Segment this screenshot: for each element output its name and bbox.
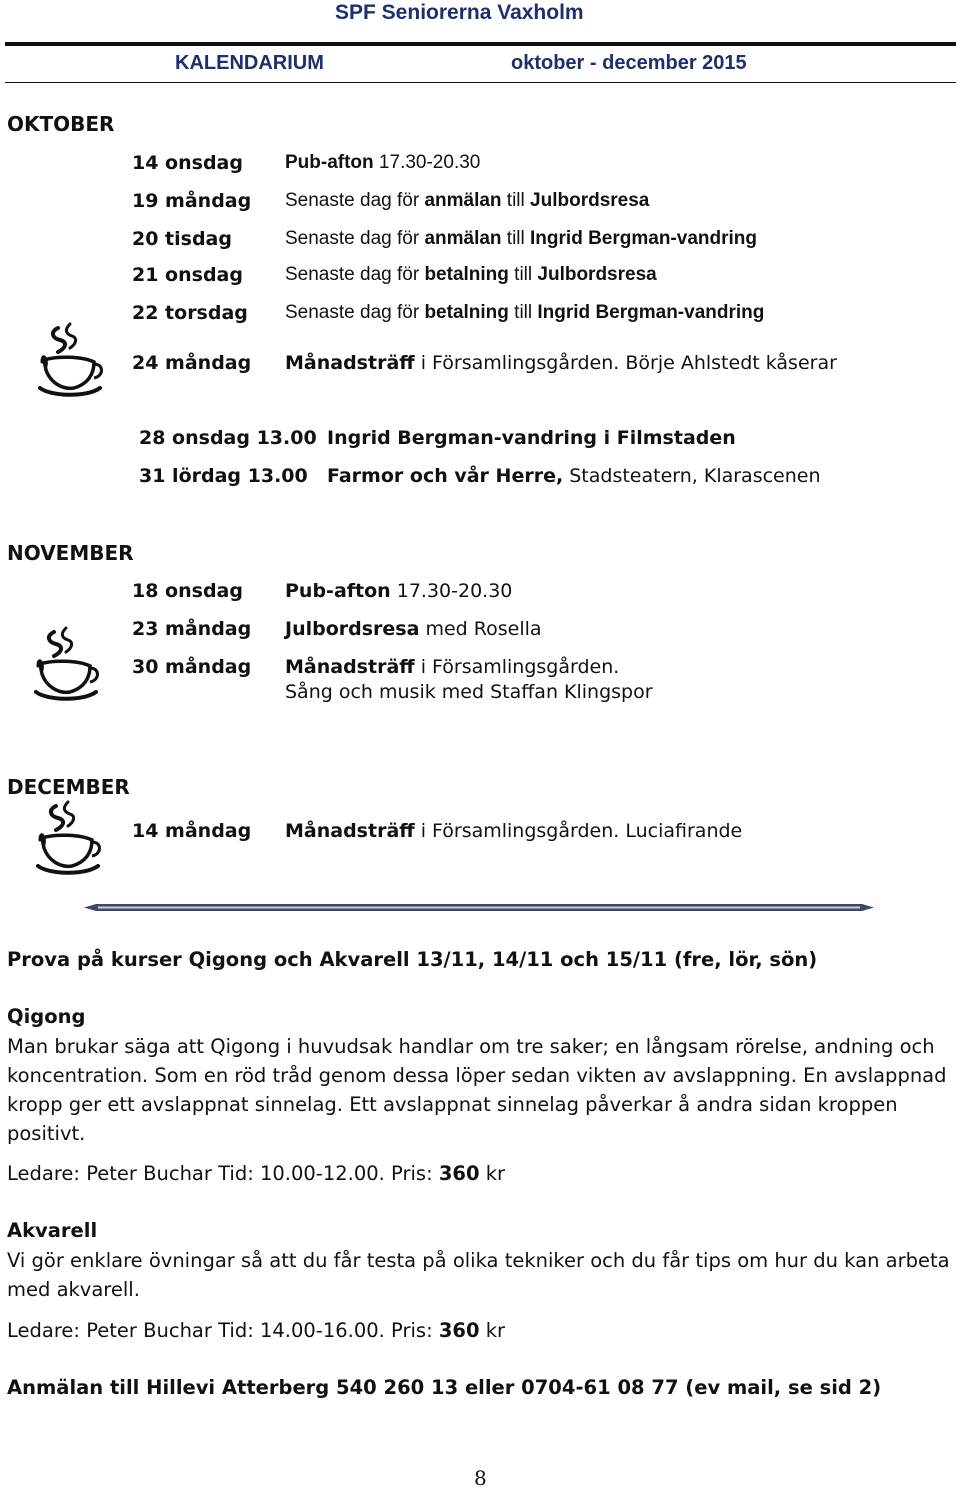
event-day: 18 onsdag (132, 580, 243, 602)
month-heading-november: NOVEMBER (7, 541, 134, 565)
event-day: 21 onsdag (132, 264, 243, 286)
event-desc (327, 465, 821, 487)
month-heading-december: DECEMBER (7, 775, 130, 799)
akvarell-description: Vi gör enklare övningar så att du får testa på olika tekniker och du får tips om hur du kan arbeta med akvarell. (7, 1249, 950, 1301)
qigong-title: Qigong (7, 1005, 86, 1028)
event-day: 14 onsdag (132, 152, 243, 174)
event-desc (285, 580, 512, 602)
qigong-info-text: Ledare: Peter Buchar Tid: 10.00-12.00. Pris: (7, 1162, 439, 1185)
event-desc-text: Senaste dag för (285, 302, 425, 323)
event-desc-bold: Pub-afton (285, 152, 374, 173)
event-desc (285, 152, 480, 174)
calendar-title: KALENDARIUM (175, 52, 324, 74)
event-desc-bold: Pub-afton (285, 580, 391, 602)
event-day: 14 måndag (132, 820, 252, 842)
event-desc (285, 228, 757, 250)
event-desc (285, 302, 764, 324)
akvarell-title: Akvarell (7, 1219, 98, 1242)
page-number: 8 (474, 1466, 487, 1490)
akvarell-price: 360 (438, 1319, 480, 1342)
event-desc-bold: Julbordsresa (285, 618, 420, 640)
akvarell-info (7, 1319, 505, 1342)
event-day: 30 måndag (132, 656, 252, 678)
event-desc-text: Senaste dag för (285, 190, 425, 211)
coffee-cup-icon (32, 626, 104, 708)
event-day: 23 måndag (132, 618, 252, 640)
event-day: 22 torsdag (132, 302, 248, 324)
event-desc-bold: Julbordsresa (537, 264, 657, 285)
event-desc-text: i Församlingsgården. (414, 656, 620, 678)
event-desc (285, 190, 649, 212)
month-heading-october: OKTOBER (7, 112, 115, 136)
calendar-period: oktober - december 2015 (511, 52, 747, 74)
event-desc-bold: Månadsträff (285, 352, 415, 374)
event-day: 28 onsdag 13.00 (139, 427, 317, 449)
qigong-info (7, 1162, 505, 1185)
event-desc (327, 427, 736, 449)
event-desc-bold: anmälan (424, 190, 502, 211)
event-day: 31 lördag 13.00 (139, 465, 308, 487)
event-desc-text: Senaste dag för (285, 264, 425, 285)
event-desc-bold: Månadsträff (285, 656, 415, 678)
qigong-description: Man brukar säga att Qigong i huvudsak handlar om tre saker; en långsam rörelse, andning och koncentration. Som en röd tråd genom dessa löper sedan vikten av avslappning. En avslappnad kropp ger ett avslappnat sinnelag. Ett avslappnat sinnelag påverkar å andra sidan kroppen positivt. (7, 1035, 947, 1145)
event-desc-bold: betalning (424, 264, 509, 285)
header-rule-bottom (5, 82, 956, 83)
event-desc-text: i Församlingsgården. Luciafirande (414, 820, 743, 842)
akvarell-currency: kr (479, 1319, 506, 1342)
event-desc-bold: Julbordsresa (530, 190, 650, 211)
event-day: 24 måndag (132, 352, 252, 374)
event-day: 20 tisdag (132, 228, 232, 250)
event-desc-continuation: Sång och musik med Staffan Klingspor (285, 681, 653, 703)
event-desc-text: till (501, 190, 531, 211)
event-desc-bold: betalning (424, 302, 509, 323)
qigong-price: 360 (438, 1162, 480, 1185)
courses-headline: Prova på kurser Qigong och Akvarell 13/11, 14/11 och 15/11 (fre, lör, sön) (7, 948, 818, 971)
event-desc-bold: Ingrid Bergman-vandring (537, 302, 765, 323)
ornamental-divider (84, 903, 874, 912)
akvarell-info-text: Ledare: Peter Buchar Tid: 14.00-16.00. Pris: (7, 1319, 439, 1342)
event-desc-bold: Ingrid Bergman-vandring (530, 228, 757, 249)
event-desc (285, 264, 657, 286)
event-desc-bold: anmälan (424, 228, 502, 249)
coffee-cup-icon (34, 800, 106, 882)
coffee-cup-icon (36, 322, 108, 404)
org-name: SPF Seniorerna Vaxholm (335, 1, 584, 24)
event-desc-bold: Ingrid Bergman-vandring i Filmstaden (327, 427, 736, 449)
event-day: 19 måndag (132, 190, 252, 212)
event-desc-text: 17.30-20.30 (373, 152, 481, 173)
event-desc-text: Stadsteatern, Klarascenen (563, 465, 821, 487)
event-desc-text: till (508, 264, 538, 285)
event-desc (285, 820, 742, 842)
header-rule-top (5, 42, 956, 46)
event-desc-text: i Församlingsgården. Börje Ahlstedt kåserar (414, 352, 837, 374)
event-desc-text: till (501, 228, 531, 249)
event-desc (285, 656, 619, 678)
event-desc (285, 352, 837, 374)
event-desc-text: till (508, 302, 538, 323)
signup-info: Anmälan till Hillevi Atterberg 540 260 13 eller 0704-61 08 77 (ev mail, se sid 2) (7, 1376, 882, 1399)
event-desc-bold: Farmor och vår Herre, (327, 465, 564, 487)
qigong-currency: kr (479, 1162, 506, 1185)
event-desc-text: 17.30-20.30 (390, 580, 513, 602)
event-desc-text: Senaste dag för (285, 228, 425, 249)
event-desc-bold: Månadsträff (285, 820, 415, 842)
event-desc-text: med Rosella (419, 618, 542, 640)
event-desc (285, 618, 542, 640)
